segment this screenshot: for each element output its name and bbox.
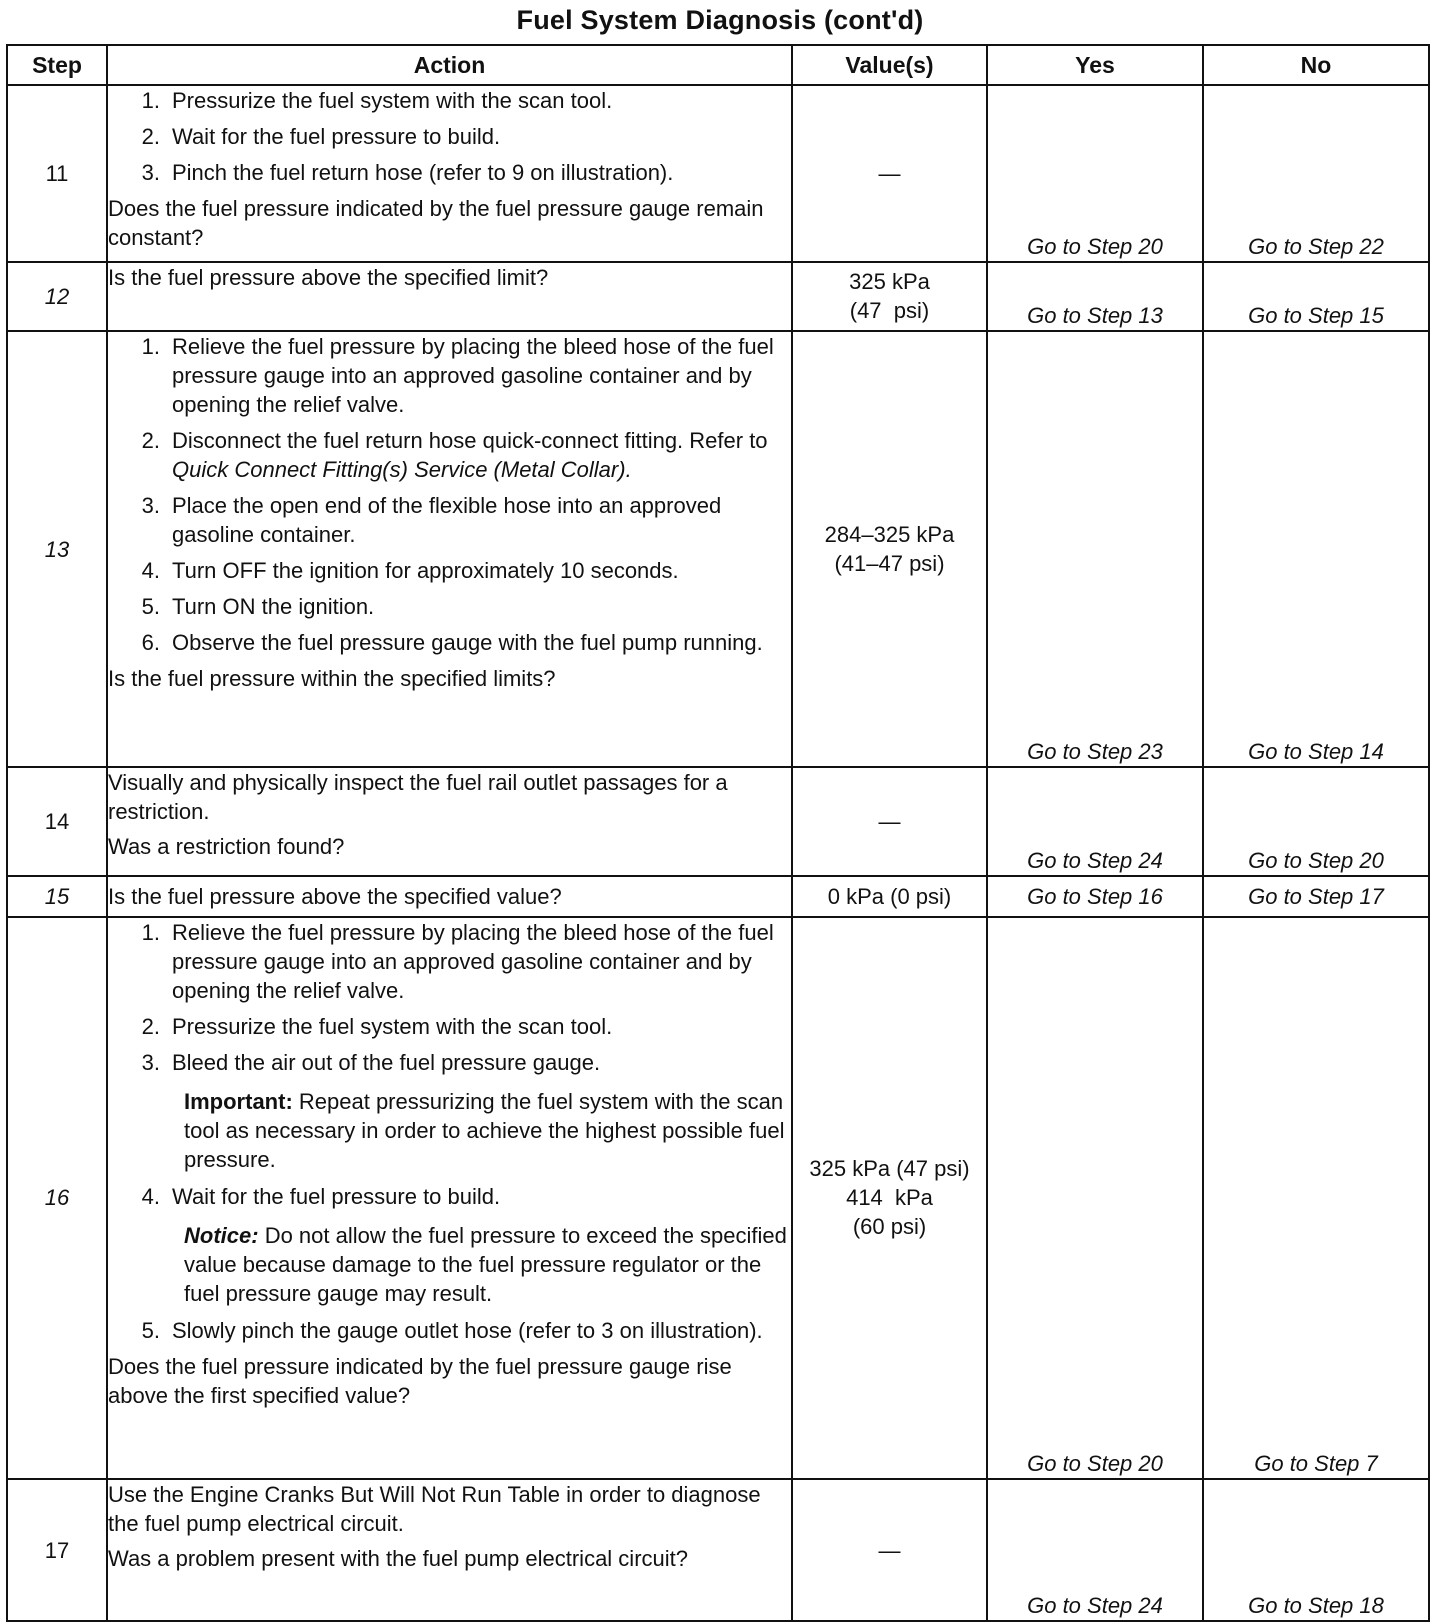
- step-number: 12: [7, 262, 107, 331]
- diagnosis-table: [6, 44, 1430, 1622]
- header-action: Action: [107, 45, 792, 85]
- step-number: 11: [7, 85, 107, 262]
- header-yes: Yes: [987, 45, 1203, 85]
- value-cell: —: [792, 85, 987, 262]
- action-list: [108, 86, 791, 187]
- list-item: 2. Disconnect the fuel return hose quick-connect fitting. Refer to Quick Connect Fitting(s) Service (Metal Collar).: [141, 428, 768, 483]
- action-list: [108, 1182, 791, 1211]
- yes-cell: Go to Step 16: [987, 876, 1203, 917]
- action-cell: [107, 917, 792, 1479]
- value-cell: —: [792, 1479, 987, 1621]
- no-cell: Go to Step 20: [1203, 767, 1429, 876]
- action-paragraph: Use the Engine Cranks But Will Not Run Table in order to diagnose the fuel pump electrical circuit.: [108, 1482, 761, 1537]
- value-line: 325 kPa: [849, 269, 930, 295]
- value-cell: 0 kPa (0 psi): [792, 876, 987, 917]
- list-item: 3. Place the open end of the flexible hose into an approved gasoline container.: [141, 493, 722, 548]
- action-cell: [107, 85, 792, 262]
- value-line: 284–325 kPa: [824, 522, 955, 548]
- list-item: 2. Wait for the fuel pressure to build.: [141, 124, 501, 149]
- action-cell: [107, 767, 792, 876]
- table-row-step-13: [7, 331, 1429, 767]
- action-list: [108, 1316, 791, 1345]
- page-title: Fuel System Diagnosis (cont'd): [516, 5, 924, 35]
- value-line: (41–47 psi): [834, 551, 945, 577]
- list-item: 4. Turn OFF the ignition for approximately 10 seconds.: [141, 558, 679, 584]
- header-no: No: [1203, 45, 1429, 85]
- question-text: Was a restriction found?: [108, 833, 345, 859]
- value-line: (60 psi): [852, 1214, 927, 1240]
- notice-note: [184, 1221, 791, 1308]
- yes-cell: Go to Step 24: [987, 767, 1203, 876]
- action-list: [108, 332, 791, 657]
- list-item: 1. Relieve the fuel pressure by placing the bleed hose of the fuel pressure gauge into an approved gasoline container and by opening the relief valve.: [141, 919, 774, 1003]
- step-number: 13: [7, 331, 107, 767]
- question-text: Is the fuel pressure within the specified limits?: [108, 666, 556, 692]
- list-item: 6. Observe the fuel pressure gauge with the fuel pump running.: [141, 630, 763, 656]
- question-text: Is the fuel pressure above the specified limit?: [108, 265, 549, 291]
- notice-label: Notice:: [184, 1222, 259, 1248]
- yes-cell: Go to Step 20: [987, 917, 1203, 1479]
- no-cell: Go to Step 15: [1203, 262, 1429, 331]
- action-cell: [107, 262, 792, 331]
- table-row-step-16: [7, 917, 1429, 1479]
- table-row-step-14: [7, 767, 1429, 876]
- value-line: 414 kPa: [846, 1185, 933, 1211]
- question-text: Does the fuel pressure indicated by the fuel pressure gauge remain constant?: [108, 196, 764, 250]
- value-cell: —: [792, 767, 987, 876]
- list-item: 3. Bleed the air out of the fuel pressure gauge.: [141, 1049, 601, 1075]
- question-text: Does the fuel pressure indicated by the fuel pressure gauge rise above the first specified value?: [108, 1353, 732, 1408]
- value-cell: [792, 917, 987, 1479]
- table-row-step-12: [7, 262, 1429, 331]
- list-item: 3. Pinch the fuel return hose (refer to 9 on illustration).: [141, 160, 674, 185]
- list-item: 2. Pressurize the fuel system with the scan tool.: [141, 1013, 613, 1039]
- question-text: Is the fuel pressure above the specified value?: [108, 884, 562, 910]
- no-cell: Go to Step 14: [1203, 331, 1429, 767]
- list-item: 5. Turn ON the ignition.: [141, 594, 375, 620]
- table-header-row: [7, 45, 1429, 85]
- action-cell: [107, 876, 792, 917]
- important-label: Important:: [184, 1088, 293, 1114]
- value-cell: [792, 262, 987, 331]
- step-number: 16: [7, 917, 107, 1479]
- list-item: 1. Relieve the fuel pressure by placing the bleed hose of the fuel pressure gauge into an approved gasoline container and by opening the relief valve.: [141, 334, 774, 418]
- no-cell: Go to Step 18: [1203, 1479, 1429, 1621]
- list-item: 1. Pressurize the fuel system with the scan tool.: [141, 88, 613, 113]
- yes-cell: Go to Step 23: [987, 331, 1203, 767]
- important-note: [184, 1087, 791, 1174]
- no-cell: Go to Step 22: [1203, 85, 1429, 262]
- list-item: 4. Wait for the fuel pressure to build.: [141, 1183, 501, 1209]
- question-text: Was a problem present with the fuel pump electrical circuit?: [108, 1546, 688, 1572]
- table-row-step-17: [7, 1479, 1429, 1621]
- value-line: 325 kPa (47 psi): [809, 1156, 970, 1182]
- table-row-step-15: [7, 876, 1429, 917]
- yes-cell: Go to Step 13: [987, 262, 1203, 331]
- yes-cell: Go to Step 20: [987, 85, 1203, 262]
- action-list: [108, 918, 791, 1077]
- notice-text: Do not allow the fuel pressure to exceed the specified value because damage to the fuel pressure regulator or the fuel pressure gauge may result.: [184, 1222, 787, 1306]
- step-number: 14: [7, 767, 107, 876]
- header-values: Value(s): [792, 45, 987, 85]
- yes-cell: Go to Step 24: [987, 1479, 1203, 1621]
- step-number: 17: [7, 1479, 107, 1621]
- value-cell: [792, 331, 987, 767]
- important-text: Repeat pressurizing the fuel system with the scan tool as necessary in order to achieve the highest possible fuel pressure.: [184, 1088, 785, 1172]
- step-number: 15: [7, 876, 107, 917]
- no-cell: Go to Step 17: [1203, 876, 1429, 917]
- no-cell: Go to Step 7: [1203, 917, 1429, 1479]
- table-row-step-11: [7, 85, 1429, 262]
- value-line: (47 psi): [849, 298, 930, 324]
- action-cell: [107, 331, 792, 767]
- list-item: 5. Slowly pinch the gauge outlet hose (refer to 3 on illustration).: [141, 1317, 763, 1343]
- reference-link: Quick Connect Fitting(s) Service (Metal Collar).: [172, 457, 632, 483]
- header-step: Step: [7, 45, 107, 85]
- action-cell: [107, 1479, 792, 1621]
- action-paragraph: Visually and physically inspect the fuel rail outlet passages for a restriction.: [108, 769, 728, 824]
